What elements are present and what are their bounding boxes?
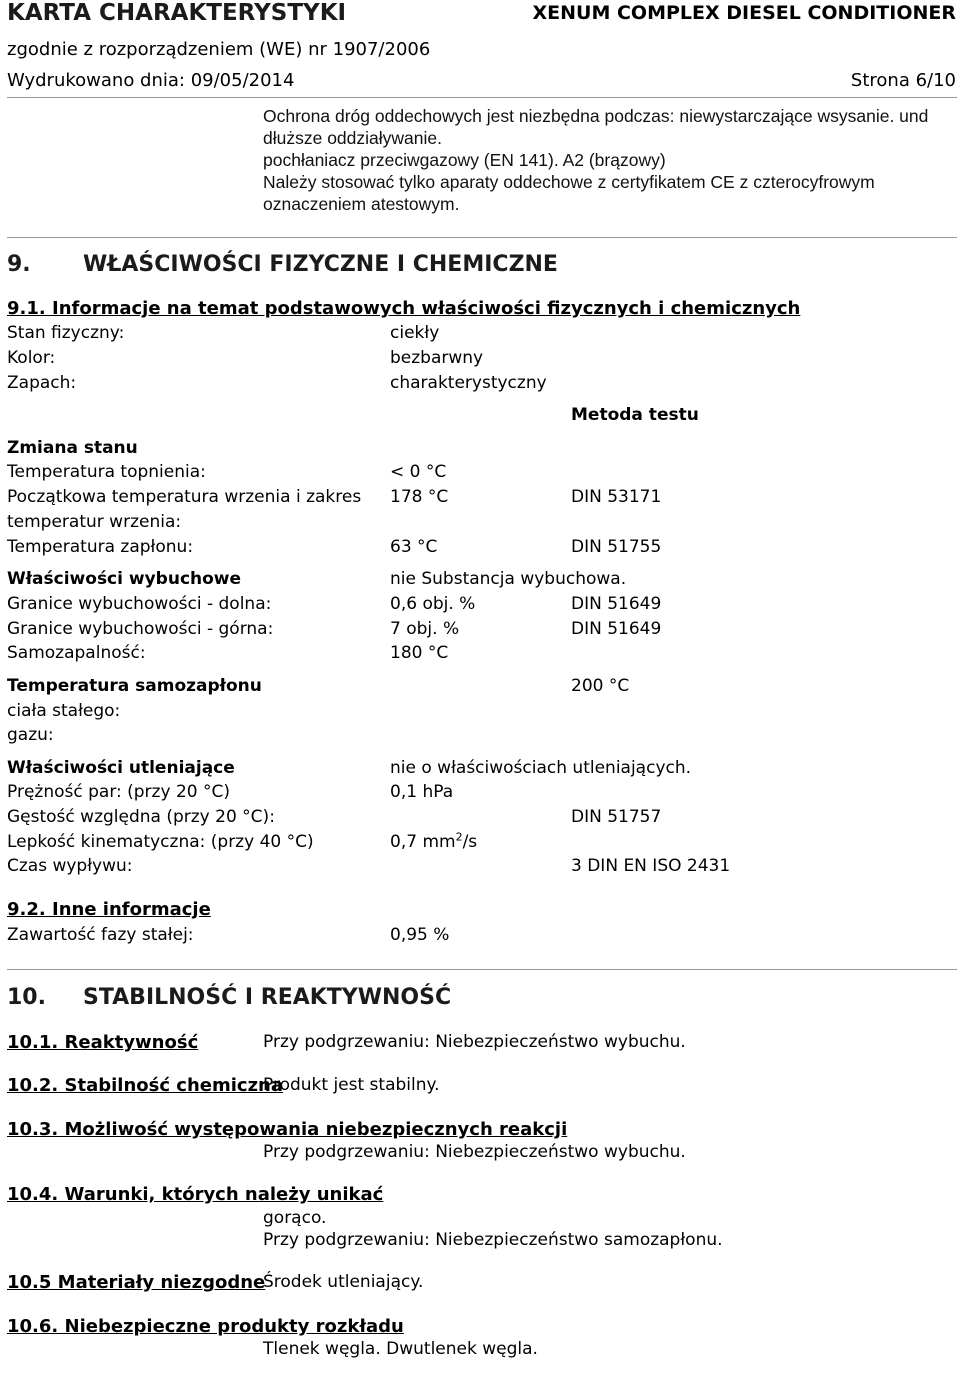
property-value: 0,95 % xyxy=(390,925,450,945)
header-divider xyxy=(7,97,957,98)
property-value: 63 °C xyxy=(390,537,438,557)
property-label: Samozapalność: xyxy=(7,643,146,663)
property-method: 3 DIN EN ISO 2431 xyxy=(571,856,731,876)
property-label: Granice wybuchowości - górna: xyxy=(7,619,274,639)
property-label: Gęstość względna (przy 20 °C): xyxy=(7,807,275,827)
subsection-text: Przy podgrzewaniu: Niebezpieczeństwo samozapłonu. xyxy=(263,1230,723,1250)
subsection-text: Tlenek węgla. Dwutlenek węgla. xyxy=(263,1339,538,1359)
property-value: nie o właściwościach utleniających. xyxy=(390,758,692,778)
property-value: 200 °C xyxy=(571,676,630,696)
property-label: Granice wybuchowości - dolna: xyxy=(7,594,272,614)
property-value: 0,6 obj. % xyxy=(390,594,476,614)
property-value: 180 °C xyxy=(390,643,449,663)
viscosity-number: 0,7 mm xyxy=(390,832,456,852)
property-method: DIN 51757 xyxy=(571,807,662,827)
subsection-text: Przy podgrzewaniu: Niebezpieczeństwo wybuchu. xyxy=(263,1032,686,1052)
property-label: Zapach: xyxy=(7,373,77,393)
subsection-9-1-heading: 9.1. Informacje na temat podstawowych właściwości fizycznych i chemicznych xyxy=(7,298,801,319)
viscosity-value xyxy=(390,830,478,852)
property-label: Czas wypływu: xyxy=(7,856,133,876)
subsection-9-2-heading: 9.2. Inne informacje xyxy=(7,899,211,920)
property-label: Zawartość fazy stałej: xyxy=(7,925,194,945)
subsection-text: Produkt jest stabilny. xyxy=(263,1075,440,1095)
section-9-title: WŁAŚCIWOŚCI FIZYCZNE I CHEMICZNE xyxy=(83,252,558,277)
respiratory-line: dłuższe oddziaływanie. xyxy=(263,128,442,148)
property-label: gazu: xyxy=(7,725,54,745)
property-label: temperatur wrzenia: xyxy=(7,512,182,532)
respiratory-line: Ochrona dróg oddechowych jest niezbędna podczas: niewystarczające wsysanie. und xyxy=(263,106,929,126)
subsection-text: gorąco. xyxy=(263,1208,327,1228)
subsection-text: Przy podgrzewaniu: Niebezpieczeństwo wybuchu. xyxy=(263,1142,686,1162)
property-label: Stan fizyczny: xyxy=(7,323,125,343)
property-method: DIN 51649 xyxy=(571,619,662,639)
subsection-10-2-heading: 10.2. Stabilność chemiczna xyxy=(7,1075,284,1096)
subsection-10-6-heading: 10.6. Niebezpieczne produkty rozkładu xyxy=(7,1316,404,1337)
section-divider xyxy=(7,969,957,970)
respiratory-line: Należy stosować tylko aparaty oddechowe z certyfikatem CE z czterocyfrowym xyxy=(263,172,875,192)
property-value: bezbarwny xyxy=(390,348,484,368)
document-title: KARTA CHARAKTERYSTYKI xyxy=(7,0,347,26)
respiratory-line: oznaczeniem atestowym. xyxy=(263,194,460,214)
group-heading: Właściwości wybuchowe xyxy=(7,569,242,589)
property-value: 178 °C xyxy=(390,487,449,507)
property-method: DIN 51649 xyxy=(571,594,662,614)
print-date: Wydrukowano dnia: 09/05/2014 xyxy=(7,70,295,91)
section-10-title: STABILNOŚĆ I REAKTYWNOŚĆ xyxy=(83,985,452,1010)
property-label: ciała stałego: xyxy=(7,701,121,721)
section-9-number: 9. xyxy=(7,252,31,277)
property-label: Temperatura zapłonu: xyxy=(7,537,194,557)
method-column-header: Metoda testu xyxy=(571,405,699,425)
property-value: 7 obj. % xyxy=(390,619,460,639)
property-label: Kolor: xyxy=(7,348,56,368)
property-label: Lepkość kinematyczna: (przy 40 °C) xyxy=(7,832,314,852)
viscosity-exponent: 2 xyxy=(455,830,463,844)
viscosity-unit: /s xyxy=(462,832,478,852)
group-heading: Zmiana stanu xyxy=(7,438,138,458)
group-heading: Właściwości utleniające xyxy=(7,758,235,778)
subsection-text: Środek utleniający. xyxy=(263,1272,424,1292)
property-value: 0,1 hPa xyxy=(390,782,454,802)
subsection-10-4-heading: 10.4. Warunki, których należy unikać xyxy=(7,1184,384,1205)
property-method: DIN 53171 xyxy=(571,487,662,507)
property-value: ciekły xyxy=(390,323,440,343)
subsection-10-3-heading: 10.3. Możliwość występowania niebezpiecznych reakcji xyxy=(7,1119,568,1140)
subsection-10-5-heading: 10.5 Materiały niezgodne xyxy=(7,1272,266,1293)
regulation-text: zgodnie z rozporządzeniem (WE) nr 1907/2006 xyxy=(7,39,431,60)
property-value: nie Substancja wybuchowa. xyxy=(390,569,627,589)
subsection-10-1-heading: 10.1. Reaktywność xyxy=(7,1032,199,1053)
page-number: Strona 6/10 xyxy=(850,70,956,91)
respiratory-line: pochłaniacz przeciwgazowy (EN 141). A2 (brązowy) xyxy=(263,150,666,170)
property-label: Temperatura topnienia: xyxy=(7,462,206,482)
property-value: < 0 °C xyxy=(390,462,447,482)
property-method: DIN 51755 xyxy=(571,537,662,557)
property-value: charakterystyczny xyxy=(390,373,547,393)
property-label: Początkowa temperatura wrzenia i zakres xyxy=(7,487,362,507)
group-heading: Temperatura samozapłonu xyxy=(7,676,262,696)
section-divider xyxy=(7,237,957,238)
property-label: Prężność par: (przy 20 °C) xyxy=(7,782,230,802)
product-name: XENUM COMPLEX DIESEL CONDITIONER xyxy=(532,2,956,24)
section-10-number: 10. xyxy=(7,985,46,1010)
